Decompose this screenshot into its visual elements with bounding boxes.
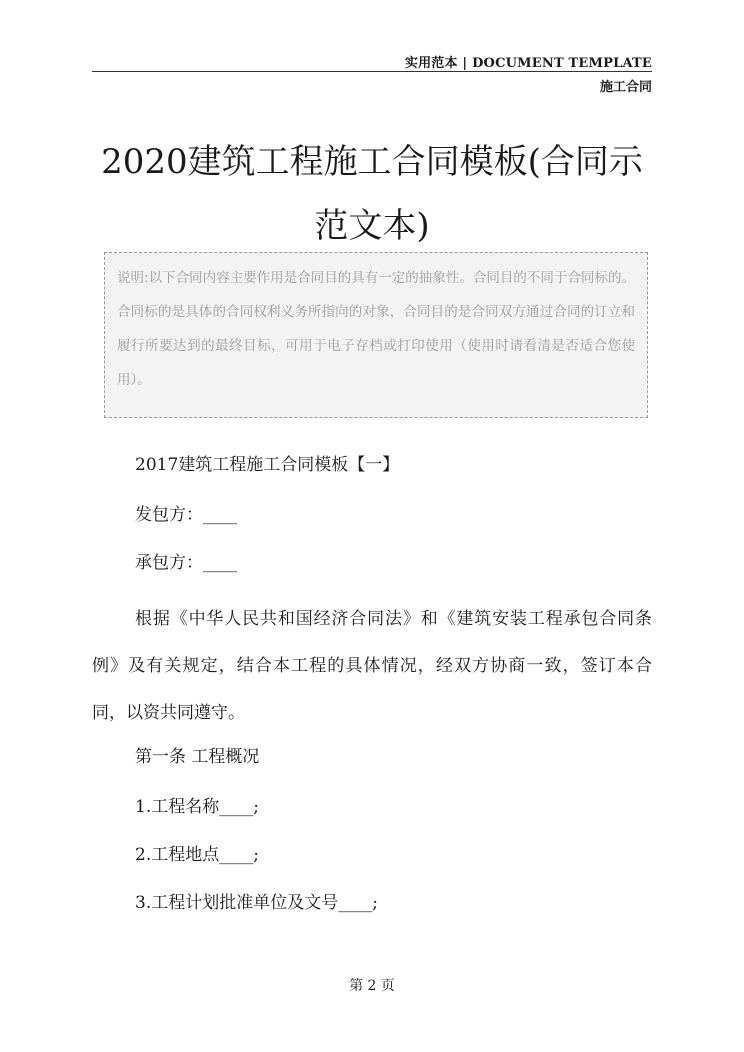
party-a-line: 发包方：____ — [135, 505, 237, 525]
intro-paragraph: 根据《中华人民共和国经济合同法》和《建筑安装工程承包合同条例》及有关规定，结合本工程的具体情况，经双方协商一致，签订本合同，以资共同遵守。 — [92, 609, 652, 723]
section-title: 2017建筑工程施工合同模板【一】 — [135, 455, 400, 475]
article-heading: 第一条 工程概况 — [135, 747, 260, 767]
header-subtitle: 施工合同 — [599, 80, 652, 95]
header-divider — [92, 71, 652, 72]
list-item: 1.工程名称____; — [135, 797, 259, 817]
notice-box: 说明:以下合同内容主要作用是合同目的具有一定的抽象性。合同目的不同于合同标的。合同标的是具体的合同权利义务所指向的对象，合同目的是合同双方通过合同的订立和履行所要达到的最终目标，可用于电子存档或打印使用（使用时请看清是否适合您使用）。 — [104, 252, 648, 418]
list-item: 2.工程地点____; — [135, 845, 259, 865]
party-b-line: 承包方：____ — [135, 553, 237, 573]
list-item: 3.工程计划批准单位及文号____; — [135, 893, 378, 913]
page-number: 第 2 页 — [349, 978, 395, 994]
header-category: 实用范本 | DOCUMENT TEMPLATE — [404, 56, 652, 71]
document-title: 2020建筑工程施工合同模板(合同示范文本) — [101, 142, 643, 246]
